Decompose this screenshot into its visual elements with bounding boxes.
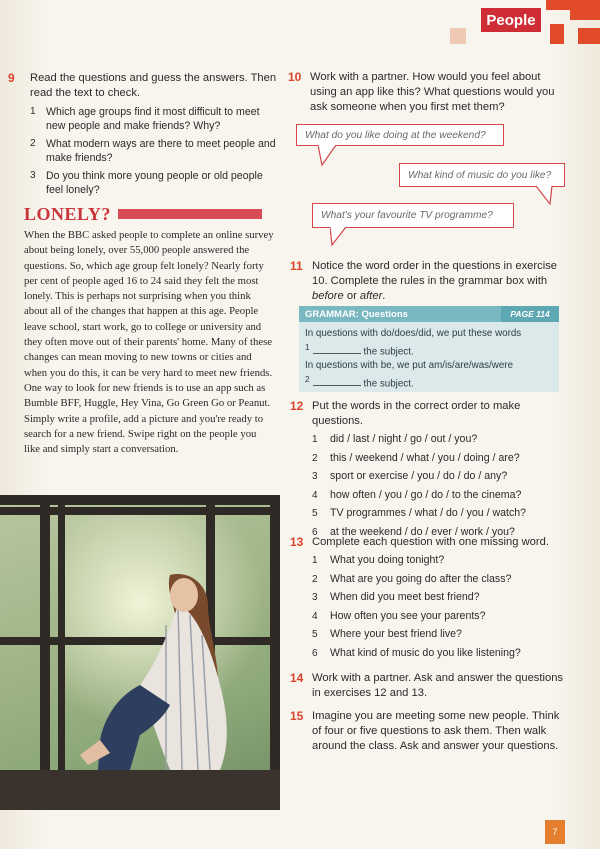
exercise-number: 12 [290, 399, 304, 413]
exercise-number: 15 [290, 709, 304, 723]
exercise-number: 9 [8, 71, 15, 85]
list-item: 3 Do you think more young people or old people feel lonely? [30, 170, 263, 196]
grammar-rule-1: In questions with do/does/did, we put these words [305, 328, 522, 339]
exercise-9 [8, 71, 278, 197]
heading-bar [118, 209, 262, 219]
exercise-13 [290, 535, 565, 661]
bubble-tail [330, 227, 350, 247]
speech-bubble: What's your favourite TV programme? [312, 203, 514, 228]
exercise-instruction: Notice the word order in the questions in exercise 10. Complete the rules in the grammar box with before or after. [312, 260, 558, 302]
exercise-instruction: Work with a partner. Ask and answer the questions in exercises 12 and 13. [312, 672, 564, 699]
list-item: 6 at the weekend / do / ever / work / you? [312, 525, 515, 538]
girl-figure [70, 565, 250, 785]
exercise-10 [288, 70, 568, 115]
list-item: 3 When did you meet best friend? [312, 591, 480, 603]
list-item: 1 did / last / night / go / out / you? [312, 433, 478, 445]
exercise-instruction: Read the questions and guess the answers. Then read the text to check. [30, 72, 277, 99]
list-item: 4 How often you see your parents? [312, 609, 486, 622]
bubble-tail [318, 145, 338, 167]
list-item: 2 this / weekend / what / you / doing / are? [312, 451, 520, 464]
exercise-number: 13 [290, 535, 304, 549]
article-heading: LONELY? [24, 204, 111, 224]
list-item: 3 sport or exercise / you / do / do / any? [312, 470, 508, 482]
exercise-15 [290, 709, 565, 754]
list-item: 4 how often / you / go / do / to the cinema? [312, 488, 522, 501]
grammar-blank-1: $^1$ the subject. [305, 343, 414, 358]
list-item: 5 Where your best friend live? [312, 628, 462, 640]
grammar-title: GRAMMAR: Questions [299, 306, 559, 322]
exercise-12 [290, 399, 565, 540]
grammar-blank-2: $^2$ the subject. [305, 375, 414, 390]
exercise-number: 10 [288, 70, 302, 84]
list-item: 1 What you doing tonight? [312, 554, 445, 566]
list-item: 2 What are you going do after the class? [312, 572, 512, 585]
exercise-instruction: Put the words in the correct order to make questions. [312, 400, 521, 427]
speech-bubble: What kind of music do you like? [399, 163, 565, 187]
exercise-14 [290, 671, 565, 701]
exercise-instruction: Imagine you are meeting some new people. Think of four or five questions to ask them. Then walk around the class. Ask and answer your questions. [312, 710, 560, 752]
section-tag: People [481, 8, 541, 32]
article-body: When the BBC asked people to complete an online survey about being lonely, over 55,000 people answered the questions. So, which age group felt lonely? Nearly forty per cent of people aged 16 to 24 said they felt the most lonely. This is perhaps not surprising when you think about all of the changes that happen at this age. People leave school, start work, go to college or university and they often move out of their parents' home. Many of these changes can mean moving to new towns or cities and when you do this, it can be very hard to meet new friends. One way to look for new friends is to use an app such as Bumble BFF, Huggle, Hey Vina, Go Green Go or Peanut. Simply write a profile, add a picture and you're ready to search for a new friend. Swipe right on the people you like and simply start a conversation. [24, 229, 274, 456]
grammar-rule-2: In questions with be, we put am/is/are/was/were [305, 360, 514, 371]
list-item: 1 Which age groups find it most difficult to meet new people and make friends? Why? [30, 106, 260, 132]
photo-girl-at-window [0, 495, 280, 810]
exercise-11 [290, 259, 565, 304]
exercise-number: 11 [290, 259, 303, 273]
grammar-box [299, 306, 559, 392]
grammar-page-ref: PAGE 114 [501, 306, 559, 322]
bubble-tail [536, 186, 556, 206]
exercise-instruction: Complete each question with one missing word. [312, 536, 549, 548]
list-item: 2 What modern ways are there to meet people and make friends? [30, 138, 276, 164]
exercise-number: 14 [290, 671, 304, 685]
list-item: 6 What kind of music do you like listening? [312, 646, 521, 659]
speech-bubble: What do you like doing at the weekend? [296, 124, 504, 146]
page-number: 7 [545, 820, 565, 844]
exercise-instruction: Work with a partner. How would you feel about using an app like this? What questions would you ask someone when you first met them? [310, 71, 555, 113]
list-item: 5 TV programmes / what / do / you / watch? [312, 507, 527, 519]
